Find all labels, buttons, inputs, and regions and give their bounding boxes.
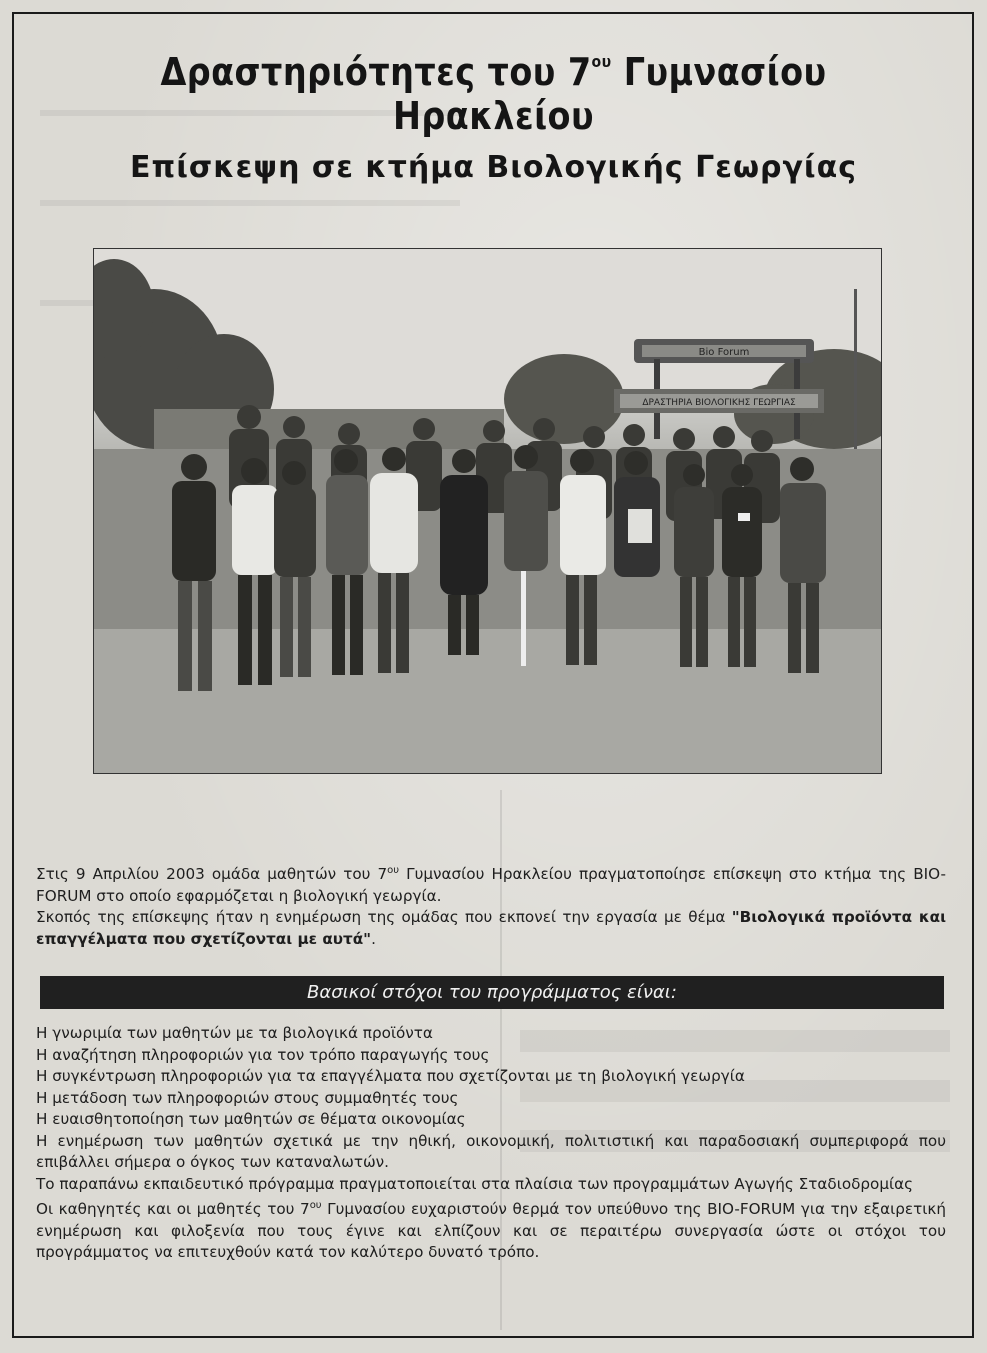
intro-p2-text: Σκοπός της επίσκεψης ήταν η ενημέρωση της ομάδας που εκπονεί την εργασία με θέμα xyxy=(36,908,732,927)
goal-item: Η ενημέρωση των μαθητών σχετικά με την ηθική, οικονομική, πολιτιστική και παραδοσιακή συμπεριφορά που επιβάλλει σήμερα ο όγκος των καταναλωτών. xyxy=(36,1131,946,1171)
intro-p2-end: . xyxy=(371,929,376,948)
farm-sign-text: ΔΡΑΣΤΗΡΙΑ ΒΙΟΛΟΓΙΚΗΣ ΓΕΩΡΓΙΑΣ xyxy=(642,398,796,408)
goal-item: Η γνωριμία των μαθητών με τα βιολογικά προϊόντα xyxy=(36,1024,433,1042)
program-note: Το παραπάνω εκπαιδευτικό πρόγραμμα πραγματοποιείται στα πλαίσια των προγραμμάτων Αγωγής Σταδιοδρομίας xyxy=(36,1174,914,1193)
intro-paragraph-1 xyxy=(36,860,946,907)
photo-scene xyxy=(94,249,882,774)
intro-paragraph-2 xyxy=(36,907,946,950)
title-text-2: Γυμνασίου Ηρακλείου xyxy=(393,50,827,138)
article-title xyxy=(59,50,928,138)
goals-heading-banner: Βασικοί στόχοι του προγράμματος είναι: xyxy=(40,976,944,1009)
title-superscript: ου xyxy=(591,52,612,71)
goal-item: Η ευαισθητοποίηση των μαθητών σε θέματα οικονομίας xyxy=(36,1110,466,1128)
thanks-paragraph xyxy=(36,1195,946,1264)
thanks-sup: ου xyxy=(309,1200,322,1211)
intro-p1-text-2: Γυμνασίου Ηρακλείου πραγματοποίησε επίσκεψη στο κτήμα της BIO-FORUM στο οποίο εφαρμόζεται η βιολογική γεωργία. xyxy=(36,865,946,905)
intro-p1-sup: ου xyxy=(387,865,400,876)
gate-banner-text: Bio Forum xyxy=(698,347,750,358)
goal-item: Η αναζήτηση πληροφοριών για τον τρόπο παραγωγής τους xyxy=(36,1045,490,1064)
article-subtitle: Επίσκεψη σε κτήμα Βιολογικής Γεωργίας xyxy=(129,150,858,185)
thanks-text: Οι καθηγητές και οι μαθητές του 7 xyxy=(36,1200,310,1219)
intro-text xyxy=(36,860,946,950)
goal-item: Η συγκέντρωση πληροφοριών για τα επαγγέλματα που σχετίζονται με τη βιολογική γεωργία xyxy=(36,1067,745,1085)
thanks-text-2: Γυμνασίου ευχαριστούν θερμά τον υπεύθυνο της BIO-FORUM για την εξαιρετική ενημέρωση και φιλοξενία που τους έγινε και ελπίζουν και σε περαιτέρω συνεργασία ώστε οι στόχοι του προγράμματος να επιτευχθούν κατά τον καλύτερο δυνατό τρόπο. xyxy=(36,1200,946,1262)
goals-list xyxy=(36,1023,946,1264)
project-theme: "Βιολογικά προϊόντα και επαγγέλματα που σχετίζονται με αυτά" xyxy=(36,908,946,948)
goal-item: Η μετάδοση των πληροφοριών στους συμμαθητές τους xyxy=(36,1088,459,1107)
title-text-1: Δραστηριότητες του 7 xyxy=(160,50,592,94)
intro-p1-text: Στις 9 Απριλίου 2003 ομάδα μαθητών του 7 xyxy=(36,865,388,884)
group-photo xyxy=(93,248,882,774)
